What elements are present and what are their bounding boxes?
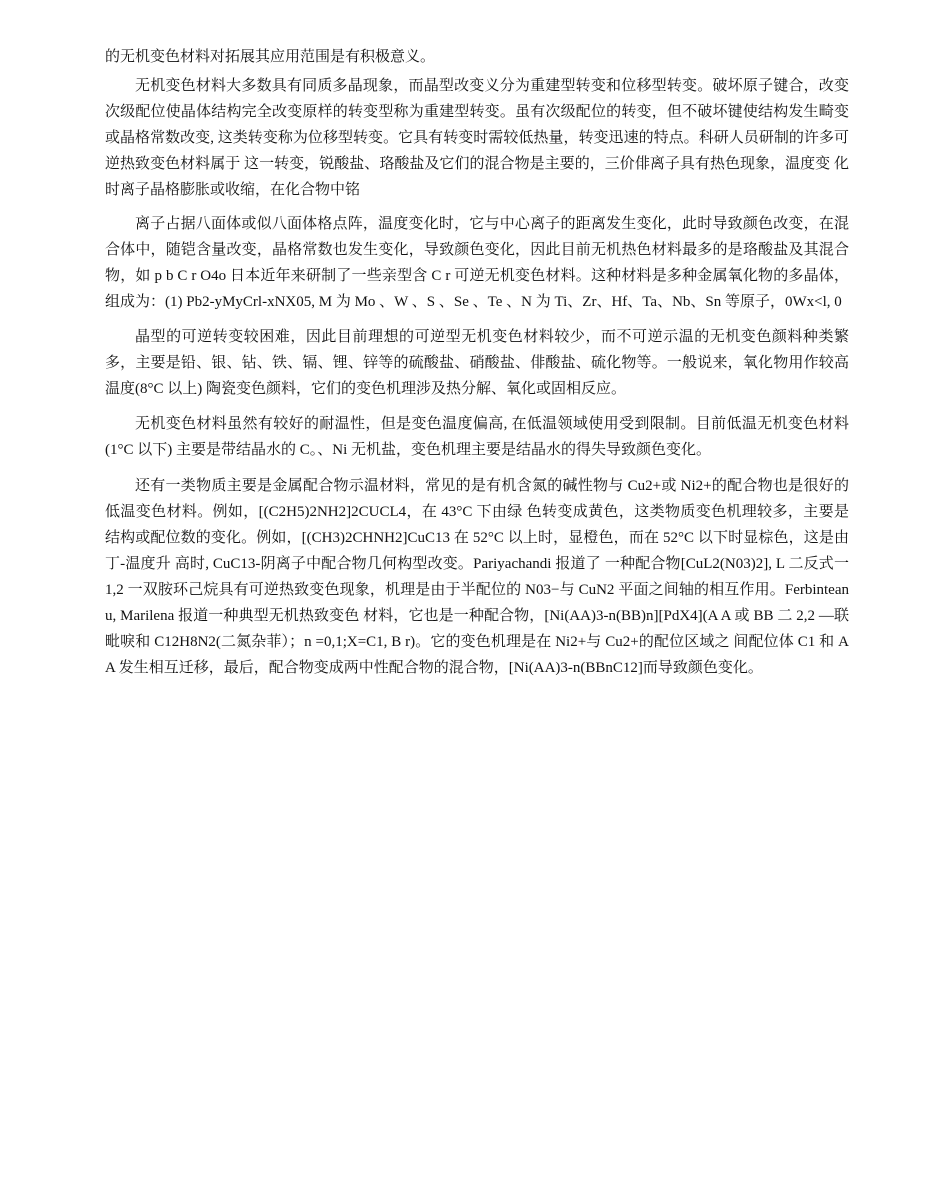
paragraph-4: 晶型的可逆转变较困难，因此目前理想的可逆型无机变色材料较少，而不可逆示温的无机变色颜料种类繁多，主要是铅、银、钻、铁、镉、锂、锌等的硫酸盐、硝酸盐、俳酸盐、硫化物等。一般说来，氧化物用作较高温度(8°C 以上) 陶瓷变色颜料，它们的变色机理涉及热分解、氧化或固相反应。 [105,329,849,397]
paragraph-5: 无机变色材料虽然有较好的耐温性，但是变色温度偏高, 在低温领域使用受到限制。目前低温无机变色材料(1°C 以下) 主要是带结晶水的 C。、Ni 无机盐，变色机理主要是结晶水的得失导致颜色变化。 [105,416,849,458]
paragraph-1: 的无机变色材料对拓展其应用范围是有积极意义。 [105,49,436,65]
document-page [105,44,849,681]
paragraph-3: 离子占据八面体或似八面体格点阵，温度变化时，它与中心离子的距离发生变化，此时导致颜色改变，在混合体中，随铠含量改变，晶格常数也发生变化，导致颜色变化，因此目前无机热色材料最多的是珞酸盐及其混合物，如 p b C r O4o 日本近年来研制了一些亲型含 C r 可逆无机变色材料。这种材料是多种金属氧化物的多晶体，组成为：(1) Pb2-yMyCrl-xNX05, M 为 Mo 、W 、S 、Se 、Te 、N 为 Ti、Zr、Hf、Ta、Nb、Sn 等原子，0Wx<l, 0 [105,216,849,310]
paragraph-2: 无机变色材料大多数具有同质多晶现象，而晶型改变义分为重建型转变和位移型转变。破坏原子键合，改变次级配位使晶体结构完全改变原样的转变型称为重建型转变。虽有次级配位的转变，但不破坏键使结构发生畸变或晶格常数改变, 这类转变称为位移型转变。它具有转变时需较低热量，转变迅速的特点。科研人员研制的许多可逆热致变色材料属于 这一转变，锐酸盐、珞酸盐及它们的混合物是主要的，三价俳离子具有热色现象，温度变 化时离子晶格膨胀或收缩，在化合物中铭 [105,78,849,198]
paragraph-6: 还有一类物质主要是金属配合物示温材料，常见的是有机含氮的碱性物与 Cu2+或 Ni2+的配合物也是很好的低温变色材料。例如，[(C2H5)2NH2]2CUCL4，在 43°C 下由绿 色转变成黄色，这类物质变色机理较多，主要是结构或配位数的变化。例如，[(CH3)2CHNH2]CuC13 在 52°C 以上时，显橙色，而在 52°C 以下时显棕色，这是由丁-温度升 高时, CuC13-阴离子中配合物几何构型改变。Pariyachandi 报道了 一种配合物[CuL2(N03)2], L 二反式一 1,2 一双胺环己烷具有可逆热致变色现象，机理是由于半配位的 N03−与 CuN2 平面之间轴的相互作用。Ferbinteanu, Marilena 报道一种典型无机热致变色 材料，它也是一种配合物，[Ni(AA)3-n(BB)n][PdX4](A A 或 BB 二 2,2 —联毗唳和 C12H8N2(二氮杂菲）；n =0,1;X=C1, B r)。它的变色机理是在 Ni2+与 Cu2+的配位区域之 间配位体 C1 和 A A 发生相互迁移，最后，配合物变成两中性配合物的混合物，[Ni(AA)3-n(BBnC12]而导致颜色变化。 [105,478,849,676]
